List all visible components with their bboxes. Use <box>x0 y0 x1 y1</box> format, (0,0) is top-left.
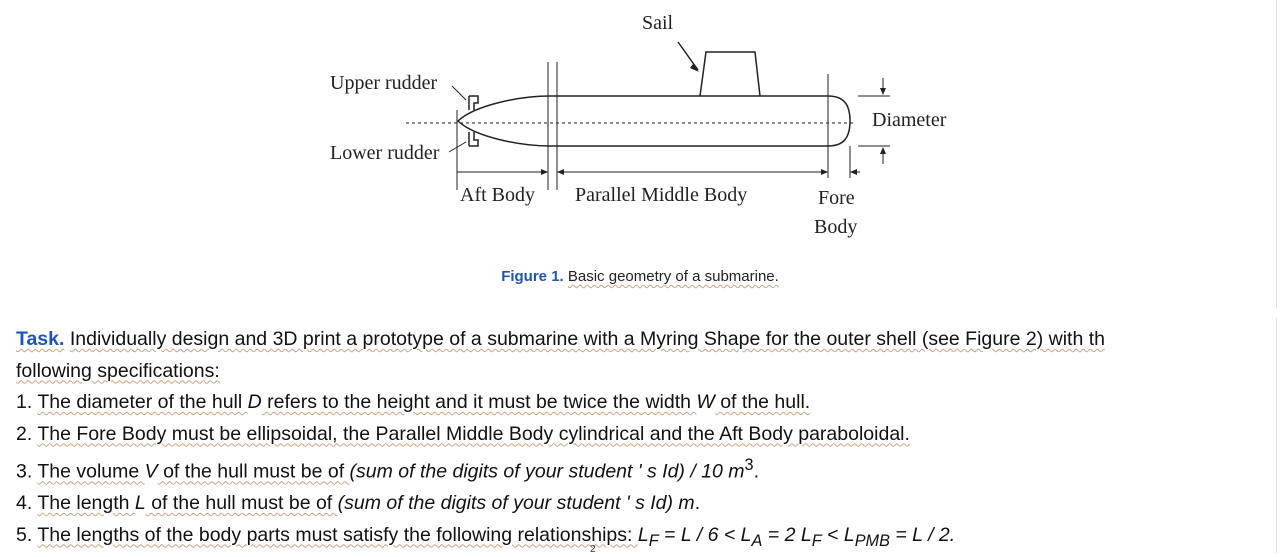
task-intro-line2: following specifications: <box>16 359 220 382</box>
diameter-label: Diameter <box>872 109 947 131</box>
task-intro-line1: Task. Individually design and 3D print a prototype of a submarine with a Myring Shape for the outer shell (see Figure 2) with th <box>16 328 1105 350</box>
figure-caption-number: Figure 1. <box>501 268 564 285</box>
fore-body-label-line2: Body <box>814 216 858 238</box>
upper-rudder-label: Upper rudder <box>330 72 438 94</box>
spec-item-3: 3. The volume V of the hull must be of (sum of the digits of your student ' s Id) / 10 $m^3$. <box>16 456 759 483</box>
upper-rudder <box>469 96 478 110</box>
spec-item-2: 2. The Fore Body must be ellipsoidal, the Parallel Middle Body cylindrical and the Aft Body paraboloidal. <box>16 422 910 445</box>
lower-rudder <box>469 132 478 146</box>
aft-body-label: Aft Body <box>460 184 535 206</box>
parallel-middle-body-label: Parallel Middle Body <box>575 184 748 206</box>
hull-outline <box>458 96 850 146</box>
page-marker: 2 <box>590 544 596 555</box>
figure-caption <box>0 268 1280 285</box>
task-text <box>16 324 1280 557</box>
page-edge-rule <box>1276 0 1277 308</box>
spec-item-4: 4. The length L of the hull must be of (sum of the digits of your student ' s Id) m. <box>16 492 701 514</box>
sail-outline <box>700 52 760 96</box>
lower-rudder-label: Lower rudder <box>330 142 440 164</box>
upper-rudder-leader <box>452 86 466 100</box>
spec-item-1: 1. The diameter of the hull D refers to the height and it must be twice the width W of the hull. <box>16 391 811 413</box>
sail-label: Sail <box>642 12 674 34</box>
dimension-arrowheads <box>541 88 886 175</box>
spec-item-5: 5. The lengths of the body parts must satisfy the following relationships: $L_F = L / 6 < L_A = 2$ $L_F < L_{PMB} = L / 2$. <box>16 523 956 550</box>
task-label: Task. <box>16 328 65 350</box>
figure-caption-text: Basic geometry of a submarine. <box>567 268 779 285</box>
fore-body-label-line1: Fore <box>818 187 855 209</box>
sail-pointer <box>678 42 698 70</box>
